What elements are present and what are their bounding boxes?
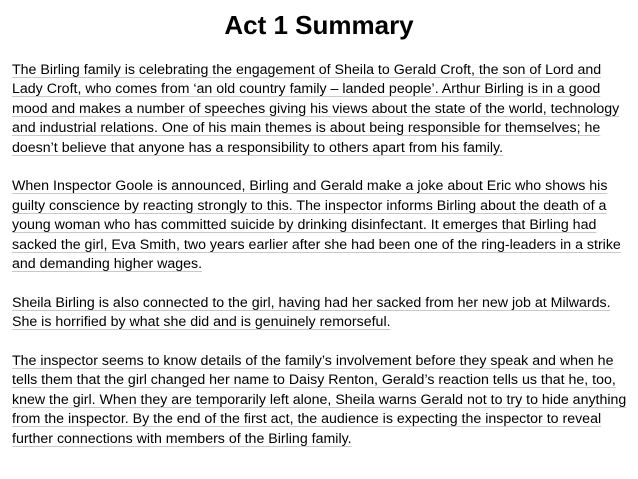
summary-paragraph-1: The Birling family is celebrating the engagement of Sheila to Gerald Croft, the son of Lord and Lady Croft, who comes from ‘an old country family – landed people’. Arthur Birling is in a good mood and makes a number of speeches giving his views about the state of the world, technology and industrial relations. One of his main themes is about being responsible for themselves; he doesn’t believe that anyone has a responsibility to others apart from his family.	[12, 62, 620, 156]
summary-body	[12, 61, 634, 449]
summary-paragraph-3: Sheila Birling is also connected to the girl, having had her sacked from her new job at Milwards. She is horrified by what she did and is genuinely remorseful.	[12, 294, 611, 331]
slide-title: Act 1 Summary	[224, 10, 414, 40]
summary-paragraph-2: When Inspector Goole is announced, Birling and Gerald make a joke about Eric who shows his guilty conscience by reacting strongly to this. The inspector informs Birling about the death of a young woman who has committed suicide by drinking disinfectant. It emerges that Birling had sacked the girl, Eva Smith, two years earlier after she had been one of the ring-leaders in a strike and demanding higher wages.	[12, 178, 621, 273]
summary-paragraph-4: The inspector seems to know details of the family’s involvement before they speak and when he tells them that the girl changed her name to Daisy Renton, Gerald’s reaction tells us that he, too, knew the girl. When they are temporarily left alone, Sheila warns Gerald not to try to hide anything from the inspector. By the end of the first act, the audience is expecting the inspector to reveal further connections with members of the Birling family.	[12, 353, 627, 447]
